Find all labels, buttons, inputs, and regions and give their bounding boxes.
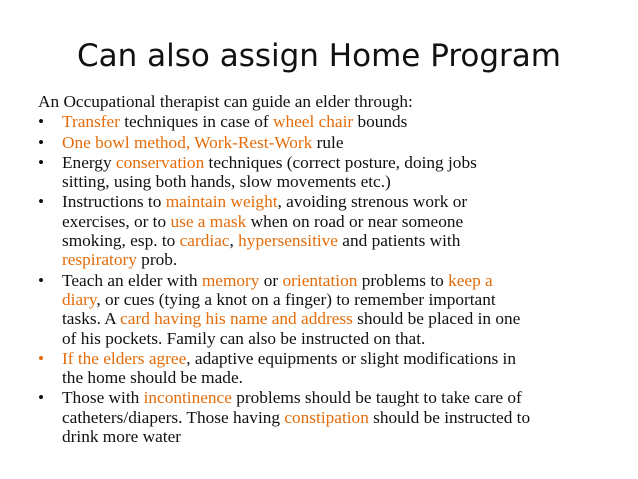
highlight-text: maintain weight [165,192,278,212]
bullet-line [62,133,613,152]
bullet-icon: • [38,152,45,172]
bullet-line [62,290,613,309]
bullet-line [62,388,613,407]
bullet-line [62,250,613,269]
bullet-item-one-bowl [38,133,613,152]
bullet-icon: • [38,132,45,152]
bullet-item-elders-agree [38,349,613,388]
highlight-text: Transfer [62,112,120,132]
body-text: bounds [353,112,408,132]
body-text: or [259,270,283,290]
body-text: Those with [62,388,144,408]
intro-text: An Occupational therapist can guide an elder through: [38,92,413,111]
bullet-line [62,427,613,446]
bullet-line [62,271,613,290]
bullet-icon: • [38,348,45,368]
body-text: , adaptive equipments or slight modifications in [186,348,516,368]
highlight-text: hypersensitive [238,231,338,251]
body-text: Instructions to [62,192,166,212]
body-text: exercises, or to [62,211,171,231]
body-text: problems to [357,270,449,290]
bullet-item-memory [38,271,613,348]
body-text: when on road or near someone [246,211,464,231]
bullet-line [62,231,613,250]
slide-body [38,92,613,447]
body-text: should be instructed to [368,407,531,427]
bullet-line [62,309,613,328]
slide-title: Can also assign Home Program [76,38,561,74]
bullet-icon: • [38,112,45,132]
body-text: of his pockets. Family can also be instructed on that. [62,328,426,348]
bullet-item-transfer [38,112,613,131]
body-text: and patients with [337,231,461,251]
body-text: drink more water [62,427,182,447]
bullet-item-incontinence [38,388,613,446]
body-text: the home should be made. [62,368,243,388]
body-text: smoking, esp. to [62,231,180,251]
bullet-line [62,408,613,427]
body-text: catheters/diapers. Those having [62,407,285,427]
bullet-line [62,192,613,211]
body-text: prob. [136,250,178,270]
highlight-text: respiratory [62,250,137,270]
bullet-item-instructions [38,192,613,269]
body-text: , avoiding strenous work or [277,192,468,212]
highlight-text: memory [201,270,260,290]
bullet-icon: • [38,192,45,212]
body-text: techniques (correct posture, doing jobs [204,152,477,172]
highlight-text: orientation [282,270,358,290]
bullet-line [62,112,613,131]
body-text: Teach an elder with [62,270,202,290]
bullet-list [38,112,613,446]
bullet-item-energy [38,153,613,192]
highlight-text: card having his name and address [120,309,353,329]
bullet-icon: • [38,270,45,290]
highlight-text: keep a [448,270,493,290]
bullet-line [62,153,613,172]
bullet-line [62,349,613,368]
body-text: , or cues (tying a knot on a finger) to remember important [96,289,496,309]
bullet-line [62,172,613,191]
body-text: tasks. A [62,309,121,329]
highlight-text: If the elders agree [62,348,187,368]
highlight-text: incontinence [143,388,232,408]
bullet-icon: • [38,388,45,408]
bullet-line [62,212,613,231]
bullet-line [62,329,613,348]
highlight-text: conservation [115,152,205,172]
body-text: Energy [62,152,116,172]
body-text: techniques in case of [119,112,273,132]
highlight-text: use a mask [170,211,247,231]
highlight-text: constipation [284,407,369,427]
body-text: should be placed in one [352,309,521,329]
body-text: sitting, using both hands, slow movements etc.) [62,172,391,192]
body-text: rule [312,132,344,152]
highlight-text: diary [62,289,97,309]
highlight-text: cardiac [179,231,230,251]
body-text: problems should be taught to take care of [231,388,522,408]
highlight-text: One bowl method, Work-Rest-Work [62,132,313,152]
highlight-text: wheel chair [273,112,354,132]
bullet-line [62,368,613,387]
body-text: , [229,231,239,251]
